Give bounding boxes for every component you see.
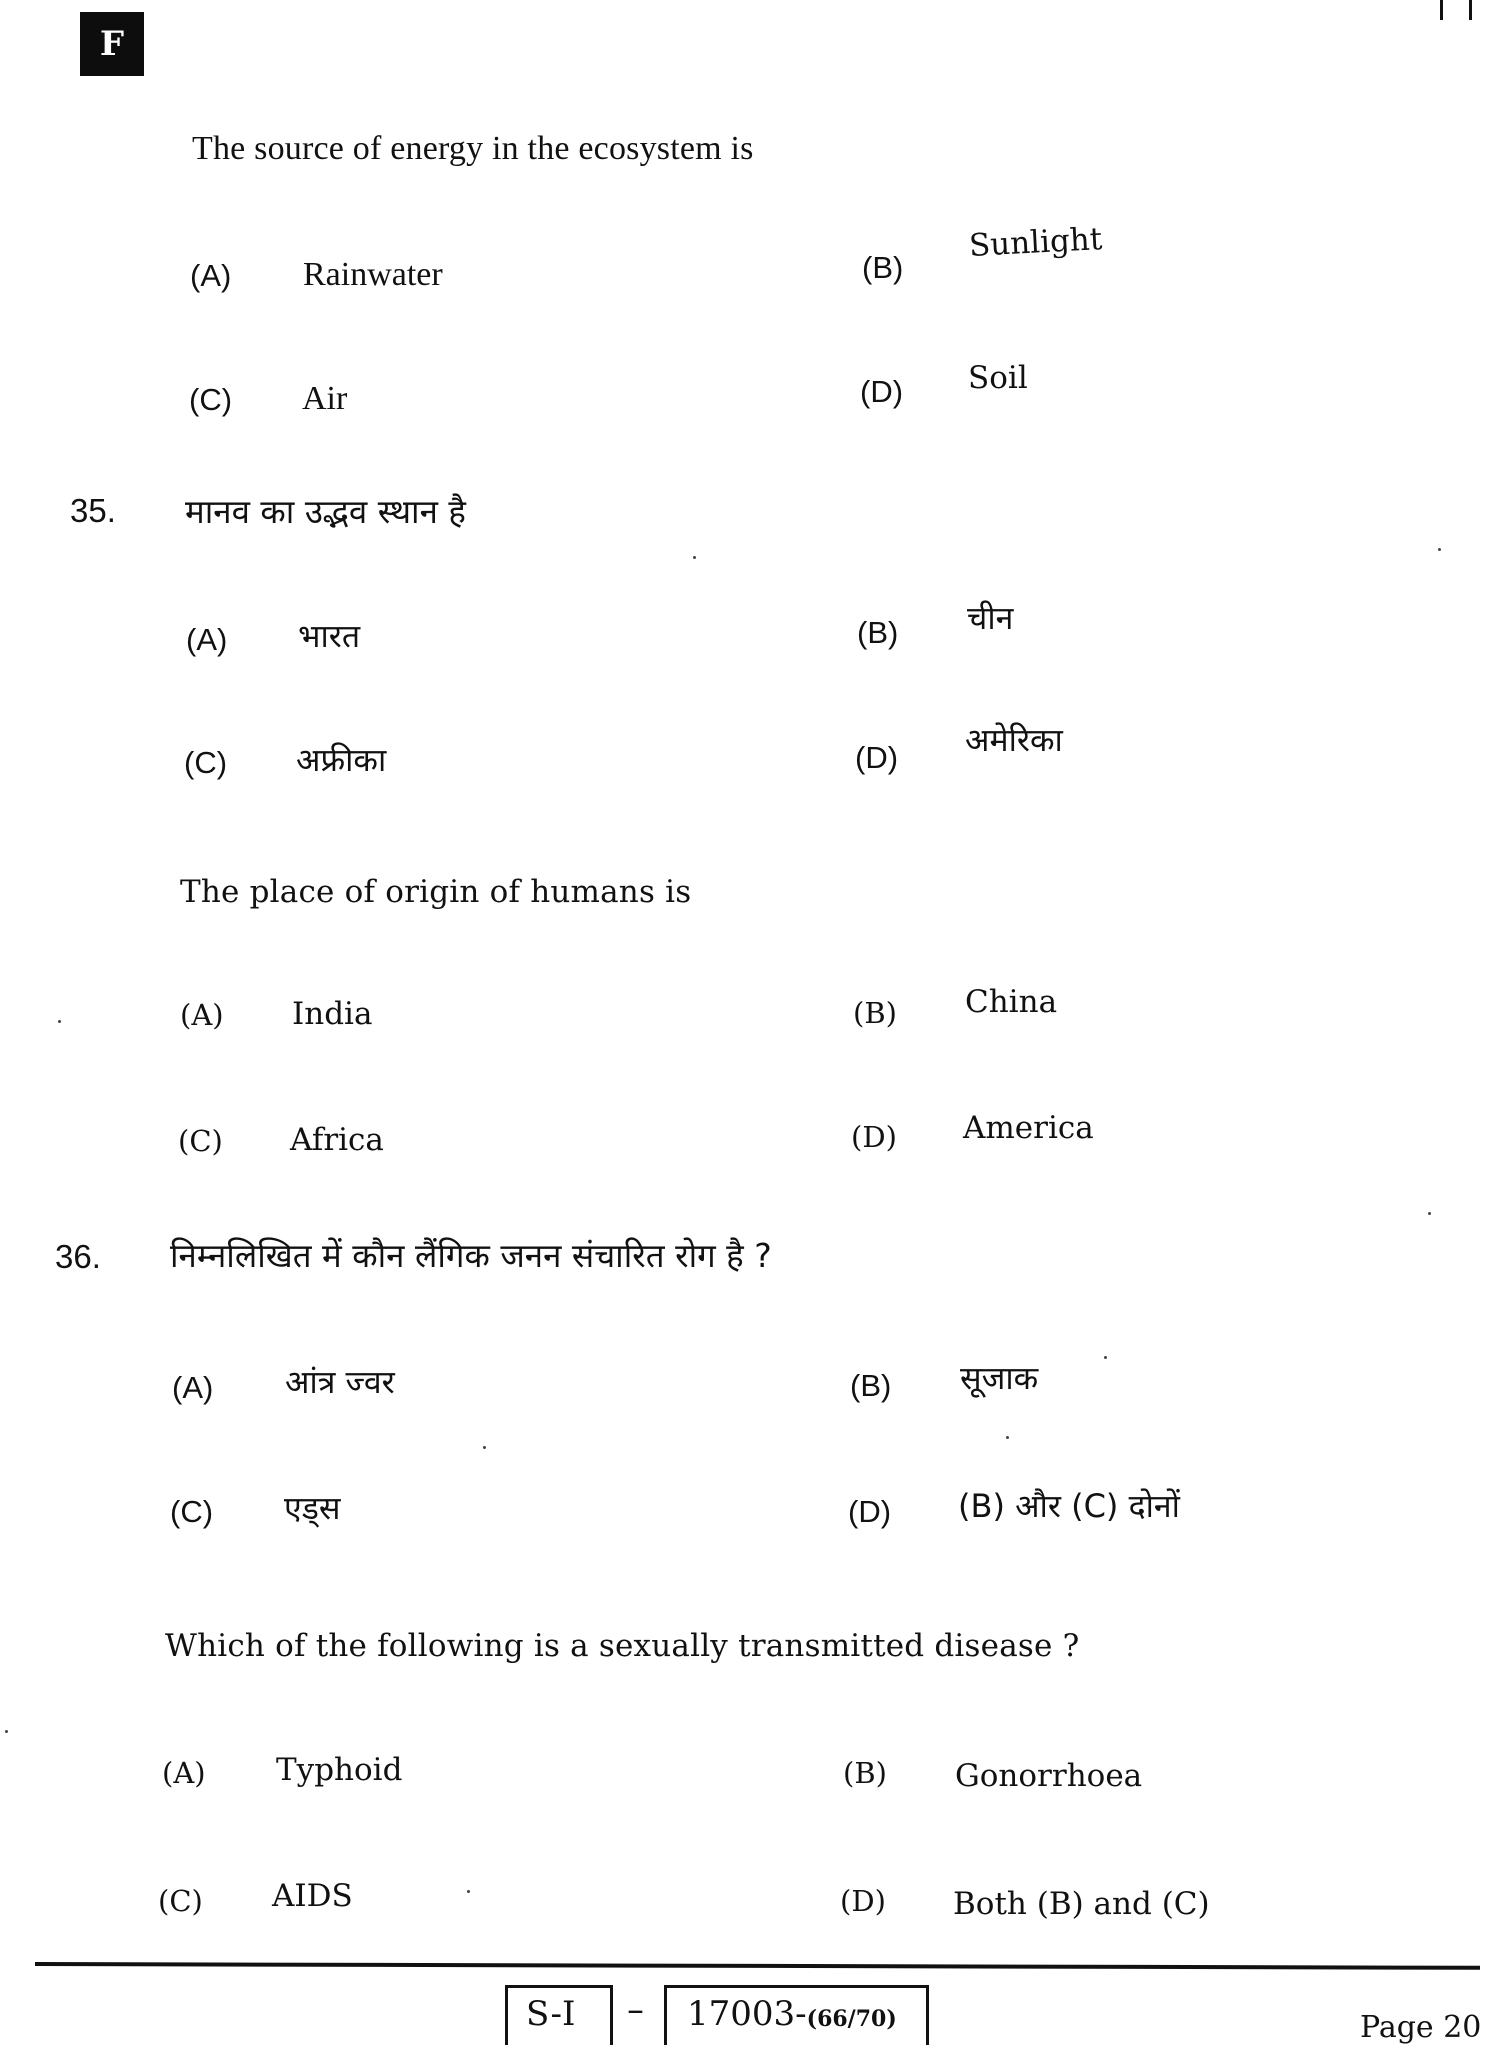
option-label-b: (B) <box>862 250 904 285</box>
set-badge: F <box>80 12 144 76</box>
question-prompt-human-origin: The place of origin of humans is <box>180 874 692 910</box>
option-text-d: (B) और (C) दोनों <box>958 1487 1180 1525</box>
option-label-a: (A) <box>172 1370 214 1405</box>
option-text-b: Gonorrhoea <box>955 1758 1143 1794</box>
question-number-35: 35. <box>70 492 116 529</box>
option-text-b: Sunlight <box>968 221 1104 264</box>
scan-speck <box>483 1446 486 1449</box>
scan-speck <box>1006 1436 1009 1439</box>
option-text-d: Soil <box>968 360 1028 396</box>
question-prompt-energy-source: The source of energy in the ecosystem is <box>192 130 754 167</box>
option-label-c: (C) <box>158 1884 203 1918</box>
option-text-c: एड्स <box>284 1489 341 1527</box>
option-label-c: (C) <box>178 1124 223 1158</box>
option-label-c: (C) <box>170 1494 214 1529</box>
option-label-a: (A) <box>180 998 224 1032</box>
scan-speck <box>1428 1212 1431 1215</box>
option-label-a: (A) <box>186 622 228 657</box>
option-text-a: Typhoid <box>276 1752 403 1788</box>
option-text-d: अमेरिका <box>965 721 1063 759</box>
scan-speck <box>5 1730 8 1733</box>
paper-code: 17003- <box>687 1994 807 2034</box>
option-label-c: (C) <box>189 382 233 417</box>
option-text-c: AIDS <box>272 1878 353 1914</box>
series-code: S-I <box>526 1994 576 2034</box>
question-number-36: 36. <box>55 1238 101 1275</box>
option-label-d: (D) <box>840 1884 886 1918</box>
option-label-a: (A) <box>162 1756 206 1790</box>
option-label-d: (D) <box>848 1494 892 1529</box>
series-code-box <box>505 1985 613 2045</box>
scan-speck <box>1438 548 1441 551</box>
option-text-a: India <box>292 996 373 1032</box>
option-label-c: (C) <box>184 745 228 780</box>
scan-speck <box>1104 1356 1107 1359</box>
scan-speck <box>693 556 696 559</box>
option-text-c: अफ्रीका <box>296 741 387 779</box>
scan-speck <box>467 1890 470 1893</box>
option-text-b: सूजाक <box>960 1359 1039 1397</box>
option-text-a: Rainwater <box>303 256 443 293</box>
page-number: Page 20 <box>1360 2010 1482 2045</box>
scan-speck <box>58 1020 61 1023</box>
option-label-d: (D) <box>860 374 904 409</box>
option-text-c: Africa <box>290 1122 384 1158</box>
option-label-d: (D) <box>855 740 899 775</box>
option-text-a: आंत्र ज्वर <box>285 1363 395 1401</box>
corner-mark <box>1440 0 1472 20</box>
footer-rule <box>35 1962 1480 1970</box>
paper-code-suffix: (66/70) <box>806 2006 897 2032</box>
code-separator: – <box>627 1990 644 2030</box>
option-label-b: (B) <box>853 996 897 1030</box>
question-prompt-std: Which of the following is a sexually transmitted disease ? <box>165 1628 1080 1664</box>
option-label-d: (D) <box>851 1120 897 1154</box>
option-text-a: भारत <box>298 617 361 655</box>
question-prompt-hindi-35: मानव का उद्भव स्थान है <box>185 492 466 531</box>
question-prompt-hindi-36: निम्नलिखित में कौन लैंगिक जनन संचारित रोग है ? <box>170 1236 772 1275</box>
option-text-c: Air <box>302 380 348 417</box>
option-label-b: (B) <box>857 615 899 650</box>
option-label-b: (B) <box>850 1368 892 1403</box>
option-text-d: America <box>963 1110 1094 1146</box>
option-text-b: China <box>965 984 1058 1020</box>
option-label-a: (A) <box>190 258 232 293</box>
option-label-b: (B) <box>843 1756 887 1790</box>
paper-code-box <box>664 1985 929 2045</box>
option-text-d: Both (B) and (C) <box>953 1886 1210 1922</box>
option-text-b: चीन <box>967 599 1014 637</box>
